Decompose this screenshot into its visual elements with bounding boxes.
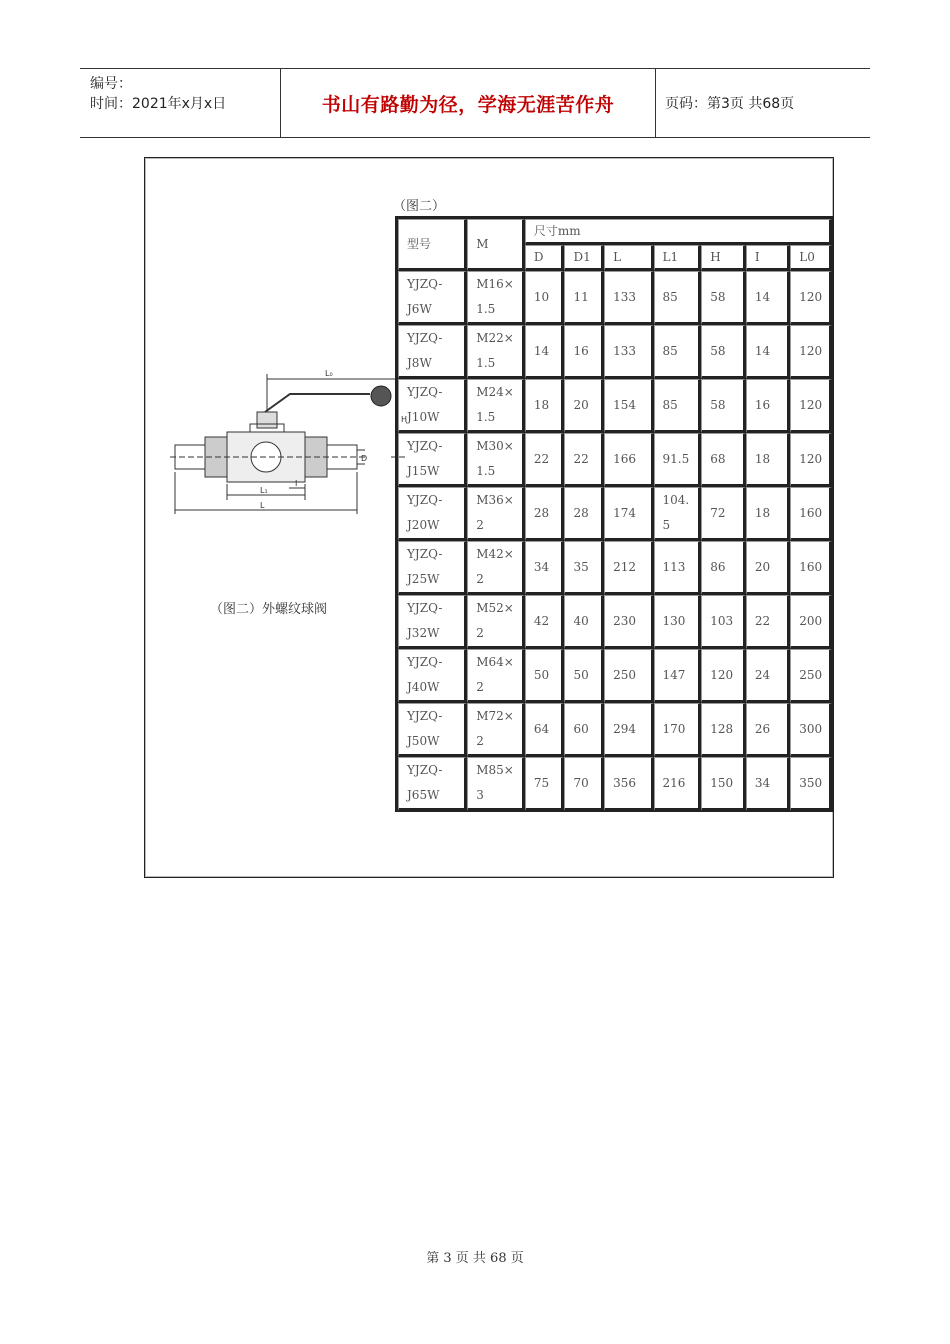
motto-text: 书山有路勤为径，学海无涯苦作舟: [321, 93, 615, 116]
model-line: J15W: [407, 464, 440, 478]
table-row: [398, 757, 832, 811]
dim-value-cell: 58: [701, 325, 746, 379]
dim-value-cell: 294: [604, 703, 653, 757]
model-cell: [398, 271, 467, 325]
number-label: 编号：: [90, 76, 132, 92]
model-cell: [398, 433, 467, 487]
dim-value-cell: 128: [701, 703, 746, 757]
dim-header-cell: L1: [654, 245, 702, 271]
table-row: [398, 433, 832, 487]
dim-header-cell: L0: [790, 245, 832, 271]
thread-line: 1.5: [476, 410, 496, 424]
dim-value-cell: 35: [564, 541, 604, 595]
time-label: 时间：2021年x月x日: [90, 96, 227, 112]
dim-value-cell: 85: [654, 379, 702, 433]
table-row: [398, 379, 832, 433]
dim-value-cell: 40: [564, 595, 604, 649]
model-line: YJZQ-: [407, 277, 443, 291]
dim-value-cell: 86: [701, 541, 746, 595]
thread-cell: [467, 703, 525, 757]
header-page-cell: [655, 69, 870, 137]
dim-value-cell: 200: [790, 595, 832, 649]
thread-line: M42×: [476, 547, 514, 561]
dim-value-cell: 26: [746, 703, 790, 757]
header-dim-group: 尺寸mm: [525, 219, 832, 245]
dim-value-cell: 160: [790, 487, 832, 541]
thread-cell: [467, 271, 525, 325]
model-line: J25W: [407, 572, 440, 586]
dim-value-cell: 113: [654, 541, 702, 595]
thread-cell: [467, 595, 525, 649]
dim-value-cell: 22: [564, 433, 604, 487]
thread-line: 2: [476, 734, 484, 748]
table-row: [398, 595, 832, 649]
dim-value-cell: 10: [525, 271, 565, 325]
thread-line: M64×: [476, 655, 514, 669]
dim-value-cell: 16: [564, 325, 604, 379]
dim-value-cell: 14: [746, 325, 790, 379]
dim-value-cell: 68: [701, 433, 746, 487]
dim-value-cell: 85: [654, 271, 702, 325]
thread-line: 1.5: [476, 464, 496, 478]
dim-value-cell: 70: [564, 757, 604, 811]
model-line: YJZQ-: [407, 385, 443, 399]
figure-caption: （图二）外螺纹球阀: [210, 602, 328, 617]
model-cell: [398, 703, 467, 757]
dim-i-label: I: [295, 479, 298, 488]
thread-line: 1.5: [476, 302, 496, 316]
model-line: YJZQ-: [407, 763, 443, 777]
dim-h-label: H: [401, 415, 408, 424]
dim-value-cell: 356: [604, 757, 653, 811]
dim-value-cell: 120: [790, 271, 832, 325]
dim-value-cell: 22: [525, 433, 565, 487]
dim-d-label: D: [361, 454, 368, 463]
dim-value-cell: 103: [701, 595, 746, 649]
dim-value-cell: 216: [654, 757, 702, 811]
dim-value-cell: 300: [790, 703, 832, 757]
model-cell: [398, 649, 467, 703]
dim-value-cell: 28: [564, 487, 604, 541]
dim-value-cell: 64: [525, 703, 565, 757]
dim-value-line: 5: [662, 518, 671, 532]
model-line: J40W: [407, 680, 440, 694]
dim-value-cell: 133: [604, 271, 653, 325]
page-footer: 第 3 页 共 68 页: [426, 1251, 524, 1266]
dim-value-cell: 120: [790, 433, 832, 487]
model-line: J20W: [407, 518, 440, 532]
dim-value-cell: 170: [654, 703, 702, 757]
table-row: [398, 271, 832, 325]
thread-cell: [467, 487, 525, 541]
dim-value-cell: 160: [790, 541, 832, 595]
dim-value-cell: 250: [790, 649, 832, 703]
thread-line: 2: [476, 572, 484, 586]
dim-header-cell: H: [701, 245, 746, 271]
dim-header-cell: D: [525, 245, 565, 271]
dim-value-cell: 130: [654, 595, 702, 649]
ball-valve-drawing: [165, 362, 410, 517]
figure-label: （图二）: [393, 199, 446, 214]
thread-line: 1.5: [476, 356, 496, 370]
dim-l0-label: L₀: [325, 369, 333, 378]
model-cell: [398, 487, 467, 541]
dim-value-cell: 34: [525, 541, 565, 595]
dim-value-cell: 350: [790, 757, 832, 811]
dim-value-cell: 85: [654, 325, 702, 379]
dim-value-cell: 18: [525, 379, 565, 433]
thread-line: 3: [476, 788, 484, 802]
thread-cell: [467, 379, 525, 433]
table-row: [398, 541, 832, 595]
dim-value-cell: 18: [746, 433, 790, 487]
dim-value-cell: 120: [790, 325, 832, 379]
model-line: J6W: [407, 302, 432, 316]
dim-value-cell: 20: [564, 379, 604, 433]
dim-value-cell: 14: [525, 325, 565, 379]
dim-value-cell: 58: [701, 379, 746, 433]
table-row: [398, 325, 832, 379]
spec-table: [395, 216, 833, 812]
model-cell: [398, 757, 467, 811]
header-m: M: [467, 219, 525, 271]
dim-value-cell: 120: [790, 379, 832, 433]
dim-value-cell: 147: [654, 649, 702, 703]
dim-value-cell: 20: [746, 541, 790, 595]
table-row: [398, 703, 832, 757]
thread-line: M36×: [476, 493, 514, 507]
dim-value-cell: 120: [701, 649, 746, 703]
model-line: YJZQ-: [407, 655, 443, 669]
model-line: J50W: [407, 734, 440, 748]
dim-value-cell: 50: [525, 649, 565, 703]
thread-line: M30×: [476, 439, 514, 453]
dim-value-cell: 75: [525, 757, 565, 811]
dim-l-label: L: [260, 501, 265, 510]
dim-value-cell: 11: [564, 271, 604, 325]
model-line: YJZQ-: [407, 709, 443, 723]
dim-value-cell: 154: [604, 379, 653, 433]
dim-value-line: 104.: [662, 493, 690, 507]
thread-line: M16×: [476, 277, 514, 291]
model-cell: [398, 595, 467, 649]
header-meta: [80, 69, 280, 137]
model-cell: [398, 541, 467, 595]
dim-value-cell: 14: [746, 271, 790, 325]
model-line: YJZQ-: [407, 547, 443, 561]
dim-value-cell: [654, 487, 702, 541]
page-info: 页码：第3页 共68页: [665, 96, 795, 112]
thread-line: 2: [476, 680, 484, 694]
thread-cell: [467, 541, 525, 595]
dim-value-cell: 91.5: [654, 433, 702, 487]
dim-value-cell: 212: [604, 541, 653, 595]
thread-cell: [467, 757, 525, 811]
dim-value-cell: 174: [604, 487, 653, 541]
model-line: J8W: [407, 356, 432, 370]
dim-value-cell: 28: [525, 487, 565, 541]
dim-value-cell: 24: [746, 649, 790, 703]
thread-line: M24×: [476, 385, 514, 399]
dim-header-cell: D1: [564, 245, 604, 271]
thread-line: M22×: [476, 331, 514, 345]
dim-value-cell: 18: [746, 487, 790, 541]
dim-value-cell: 22: [746, 595, 790, 649]
model-line: YJZQ-: [407, 493, 443, 507]
thread-cell: [467, 649, 525, 703]
dim-value-cell: 50: [564, 649, 604, 703]
dim-value-cell: 60: [564, 703, 604, 757]
table-row: [398, 649, 832, 703]
model-line: YJZQ-: [407, 439, 443, 453]
model-line: J10W: [407, 410, 440, 424]
dim-l1-label: L₁: [260, 486, 268, 495]
dim-header-cell: I: [746, 245, 790, 271]
dim-value-cell: 133: [604, 325, 653, 379]
dim-header-cell: L: [604, 245, 653, 271]
thread-line: 2: [476, 626, 484, 640]
header-motto-cell: [280, 69, 656, 137]
dim-value-cell: 58: [701, 271, 746, 325]
page-header: [80, 68, 870, 138]
dim-value-cell: 250: [604, 649, 653, 703]
thread-line: M85×: [476, 763, 514, 777]
model-line: J32W: [407, 626, 440, 640]
model-line: YJZQ-: [407, 601, 443, 615]
thread-line: 2: [476, 518, 484, 532]
header-model: 型号: [398, 219, 467, 271]
dim-value-cell: 150: [701, 757, 746, 811]
dim-value-cell: 230: [604, 595, 653, 649]
thread-line: M72×: [476, 709, 514, 723]
dim-value-cell: 72: [701, 487, 746, 541]
model-line: J65W: [407, 788, 440, 802]
model-cell: [398, 325, 467, 379]
model-cell: [398, 379, 467, 433]
dim-value-cell: 166: [604, 433, 653, 487]
thread-cell: [467, 433, 525, 487]
thread-line: M52×: [476, 601, 514, 615]
dim-value-cell: 34: [746, 757, 790, 811]
dim-value-cell: 16: [746, 379, 790, 433]
dim-value-cell: 42: [525, 595, 565, 649]
thread-cell: [467, 325, 525, 379]
table-row: [398, 487, 832, 541]
model-line: YJZQ-: [407, 331, 443, 345]
